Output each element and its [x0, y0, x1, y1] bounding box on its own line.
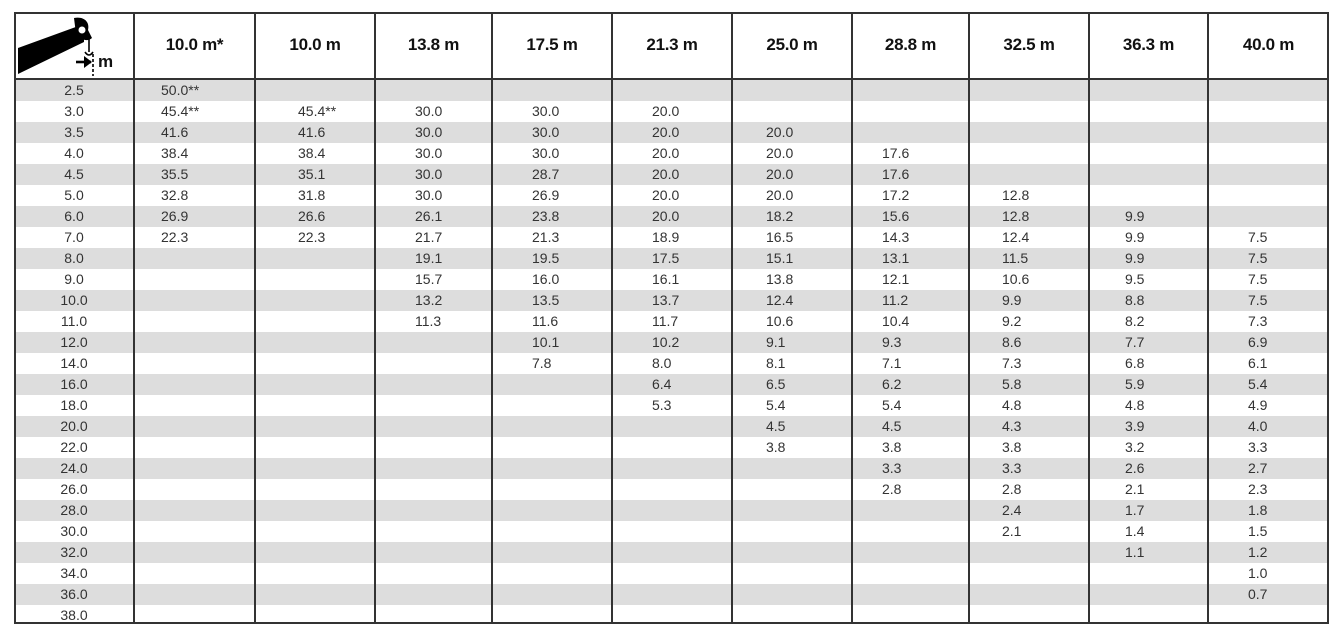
capacity-cell: 11.3	[415, 313, 442, 329]
capacity-cell: 4.9	[1248, 397, 1268, 413]
capacity-cell: 10.1	[532, 334, 560, 350]
capacity-cell: 11.7	[652, 313, 679, 329]
capacity-cell: 5.4	[766, 397, 786, 413]
boom-length-header: 10.0 m*	[165, 35, 224, 54]
capacity-cell: 22.3	[298, 229, 326, 245]
capacity-cell: 6.1	[1248, 355, 1268, 371]
capacity-cell: 2.4	[1002, 502, 1022, 518]
capacity-cell: 21.7	[415, 229, 443, 245]
capacity-cell: 6.9	[1248, 334, 1268, 350]
capacity-cell: 3.2	[1125, 439, 1145, 455]
capacity-cell: 12.1	[882, 271, 910, 287]
capacity-cell: 11.6	[532, 313, 559, 329]
boom-length-header: 40.0 m	[1242, 35, 1295, 54]
capacity-cell: 30.0	[532, 145, 560, 161]
capacity-cell: 10.6	[1002, 271, 1030, 287]
radius-value: 16.0	[60, 376, 88, 392]
radius-value: 26.0	[60, 481, 88, 497]
capacity-cell: 22.3	[161, 229, 189, 245]
table-frame	[14, 12, 1329, 624]
capacity-cell: 17.6	[882, 166, 910, 182]
capacity-cell: 20.0	[652, 145, 680, 161]
capacity-cell: 26.1	[415, 208, 443, 224]
radius-value: 18.0	[60, 397, 88, 413]
capacity-cell: 17.2	[882, 187, 910, 203]
capacity-cell: 15.7	[415, 271, 443, 287]
boom-length-header: 25.0 m	[766, 35, 818, 54]
capacity-cell: 30.0	[532, 124, 560, 140]
capacity-cell: 6.5	[766, 376, 786, 392]
capacity-cell: 12.8	[1002, 187, 1030, 203]
radius-value: 10.0	[60, 292, 88, 308]
capacity-cell: 30.0	[415, 124, 443, 140]
capacity-cell: 26.9	[532, 187, 560, 203]
capacity-cell: 18.2	[766, 208, 794, 224]
capacity-cell: 41.6	[298, 124, 326, 140]
capacity-cell: 38.4	[298, 145, 326, 161]
boom-length-header: 10.0 m	[289, 35, 341, 54]
capacity-cell: 7.8	[532, 355, 552, 371]
radius-value: 9.0	[64, 271, 84, 287]
boom-length-header: 36.3 m	[1122, 35, 1175, 54]
radius-value: 22.0	[60, 439, 88, 455]
capacity-cell: 12.4	[766, 292, 794, 308]
capacity-cell: 50.0**	[161, 82, 200, 98]
capacity-cell: 3.8	[882, 439, 902, 455]
capacity-cell: 23.8	[532, 208, 560, 224]
capacity-cell: 4.8	[1002, 397, 1022, 413]
capacity-cell: 26.6	[298, 208, 326, 224]
capacity-cell: 32.8	[161, 187, 189, 203]
capacity-cell: 13.1	[882, 250, 910, 266]
radius-value: 11.0	[60, 313, 88, 329]
capacity-cell: 10.2	[652, 334, 680, 350]
capacity-cell: 17.5	[652, 250, 680, 266]
capacity-cell: 13.2	[415, 292, 443, 308]
capacity-cell: 8.0	[652, 355, 672, 371]
capacity-cell: 4.5	[882, 418, 902, 434]
capacity-cell: 8.6	[1002, 334, 1022, 350]
capacity-cell: 1.0	[1248, 565, 1268, 581]
capacity-cell: 15.6	[882, 208, 910, 224]
capacity-cell: 3.8	[766, 439, 786, 455]
capacity-cell: 14.3	[882, 229, 910, 245]
capacity-cell: 6.4	[652, 376, 672, 392]
capacity-cell: 20.0	[652, 103, 680, 119]
capacity-cell: 1.8	[1248, 502, 1268, 518]
capacity-cell: 11.5	[1002, 250, 1029, 266]
radius-value: 5.0	[64, 187, 84, 203]
boom-length-header: 13.8 m	[407, 35, 460, 54]
radius-value: 28.0	[60, 502, 88, 518]
radius-value: 38.0	[60, 607, 88, 623]
capacity-cell: 20.0	[652, 166, 680, 182]
capacity-cell: 20.0	[652, 187, 680, 203]
capacity-cell: 3.3	[1002, 460, 1022, 476]
capacity-cell: 7.5	[1248, 292, 1268, 308]
capacity-cell: 6.2	[882, 376, 902, 392]
capacity-cell: 5.8	[1002, 376, 1022, 392]
capacity-cell: 3.8	[1002, 439, 1022, 455]
capacity-cell: 20.0	[652, 208, 680, 224]
radius-value: 30.0	[60, 523, 88, 539]
capacity-cell: 13.5	[532, 292, 560, 308]
radius-value: 4.0	[64, 145, 84, 161]
radius-value: 3.5	[64, 124, 84, 140]
capacity-cell: 16.0	[532, 271, 560, 287]
boom-length-header: 21.3 m	[646, 35, 698, 54]
capacity-cell: 13.8	[766, 271, 794, 287]
capacity-cell: 30.0	[415, 103, 443, 119]
radius-value: 32.0	[60, 544, 88, 560]
capacity-cell: 0.7	[1248, 586, 1268, 602]
capacity-cell: 12.4	[1002, 229, 1030, 245]
capacity-cell: 9.9	[1002, 292, 1022, 308]
radius-value: 4.5	[64, 166, 84, 182]
capacity-cell: 28.7	[532, 166, 560, 182]
capacity-cell: 30.0	[415, 145, 443, 161]
capacity-cell: 10.6	[766, 313, 794, 329]
capacity-cell: 8.1	[766, 355, 786, 371]
boom-length-header: 17.5 m	[526, 35, 578, 54]
capacity-cell: 2.7	[1248, 460, 1268, 476]
radius-value: 3.0	[64, 103, 84, 119]
capacity-cell: 30.0	[415, 166, 443, 182]
capacity-cell: 3.9	[1125, 418, 1145, 434]
capacity-cell: 8.8	[1125, 292, 1145, 308]
capacity-cell: 5.3	[652, 397, 672, 413]
capacity-cell: 35.5	[161, 166, 189, 182]
capacity-cell: 9.2	[1002, 313, 1022, 329]
boom-length-header: 32.5 m	[1003, 35, 1055, 54]
capacity-cell: 35.1	[298, 166, 326, 182]
capacity-cell: 16.5	[766, 229, 794, 245]
capacity-cell: 30.0	[532, 103, 560, 119]
capacity-cell: 20.0	[766, 124, 794, 140]
capacity-cell: 17.6	[882, 145, 910, 161]
capacity-cell: 9.9	[1125, 229, 1145, 245]
capacity-cell: 7.5	[1248, 250, 1268, 266]
capacity-cell: 6.8	[1125, 355, 1145, 371]
capacity-cell: 7.5	[1248, 271, 1268, 287]
capacity-cell: 1.4	[1125, 523, 1145, 539]
radius-value: 34.0	[60, 565, 88, 581]
capacity-cell: 9.9	[1125, 208, 1145, 224]
capacity-cell: 8.2	[1125, 313, 1145, 329]
capacity-cell: 10.4	[882, 313, 910, 329]
capacity-cell: 9.9	[1125, 250, 1145, 266]
capacity-cell: 12.8	[1002, 208, 1030, 224]
capacity-cell: 31.8	[298, 187, 326, 203]
radius-value: 8.0	[64, 250, 84, 266]
capacity-cell: 4.3	[1002, 418, 1022, 434]
capacity-cell: 7.3	[1002, 355, 1022, 371]
capacity-cell: 7.5	[1248, 229, 1268, 245]
capacity-cell: 2.6	[1125, 460, 1145, 476]
radius-value: 12.0	[60, 334, 88, 350]
capacity-cell: 2.3	[1248, 481, 1268, 497]
capacity-cell: 19.1	[415, 250, 443, 266]
capacity-cell: 9.5	[1125, 271, 1145, 287]
capacity-cell: 16.1	[652, 271, 680, 287]
capacity-cell: 1.1	[1125, 544, 1145, 560]
capacity-cell: 4.5	[766, 418, 786, 434]
capacity-cell: 15.1	[766, 250, 794, 266]
radius-value: 36.0	[60, 586, 88, 602]
capacity-cell: 4.8	[1125, 397, 1145, 413]
capacity-cell: 2.1	[1002, 523, 1022, 539]
capacity-cell: 38.4	[161, 145, 189, 161]
radius-value: 24.0	[60, 460, 88, 476]
capacity-cell: 18.9	[652, 229, 680, 245]
capacity-cell: 1.2	[1248, 544, 1268, 560]
capacity-cell: 45.4**	[298, 103, 337, 119]
capacity-cell: 11.2	[882, 292, 909, 308]
capacity-cell: 7.1	[882, 355, 902, 371]
radius-value: 7.0	[64, 229, 84, 245]
capacity-cell: 21.3	[532, 229, 560, 245]
capacity-cell: 1.5	[1248, 523, 1268, 539]
capacity-cell: 2.8	[882, 481, 902, 497]
capacity-cell: 41.6	[161, 124, 189, 140]
boom-length-header: 28.8 m	[884, 35, 937, 54]
radius-value: 14.0	[60, 355, 88, 371]
capacity-cell: 45.4**	[161, 103, 200, 119]
capacity-cell: 7.7	[1125, 334, 1145, 350]
capacity-cell: 26.9	[161, 208, 189, 224]
capacity-cell: 13.7	[652, 292, 680, 308]
capacity-cell: 4.0	[1248, 418, 1268, 434]
radius-value: 6.0	[64, 208, 84, 224]
capacity-cell: 3.3	[1248, 439, 1268, 455]
capacity-cell: 9.1	[766, 334, 786, 350]
radius-unit-label: m	[98, 52, 114, 71]
capacity-cell: 20.0	[766, 145, 794, 161]
capacity-cell: 5.4	[1248, 376, 1268, 392]
capacity-cell: 5.9	[1125, 376, 1145, 392]
capacity-cell: 9.3	[882, 334, 902, 350]
capacity-cell: 5.4	[882, 397, 902, 413]
capacity-cell: 19.5	[532, 250, 560, 266]
capacity-cell: 1.7	[1125, 502, 1145, 518]
capacity-cell: 2.8	[1002, 481, 1022, 497]
capacity-cell: 7.3	[1248, 313, 1268, 329]
capacity-cell: 3.3	[882, 460, 902, 476]
radius-value: 20.0	[60, 418, 88, 434]
capacity-cell: 30.0	[415, 187, 443, 203]
capacity-cell: 20.0	[652, 124, 680, 140]
capacity-cell: 20.0	[766, 166, 794, 182]
capacity-cell: 2.1	[1125, 481, 1145, 497]
capacity-cell: 20.0	[766, 187, 794, 203]
radius-value: 2.5	[64, 82, 84, 98]
